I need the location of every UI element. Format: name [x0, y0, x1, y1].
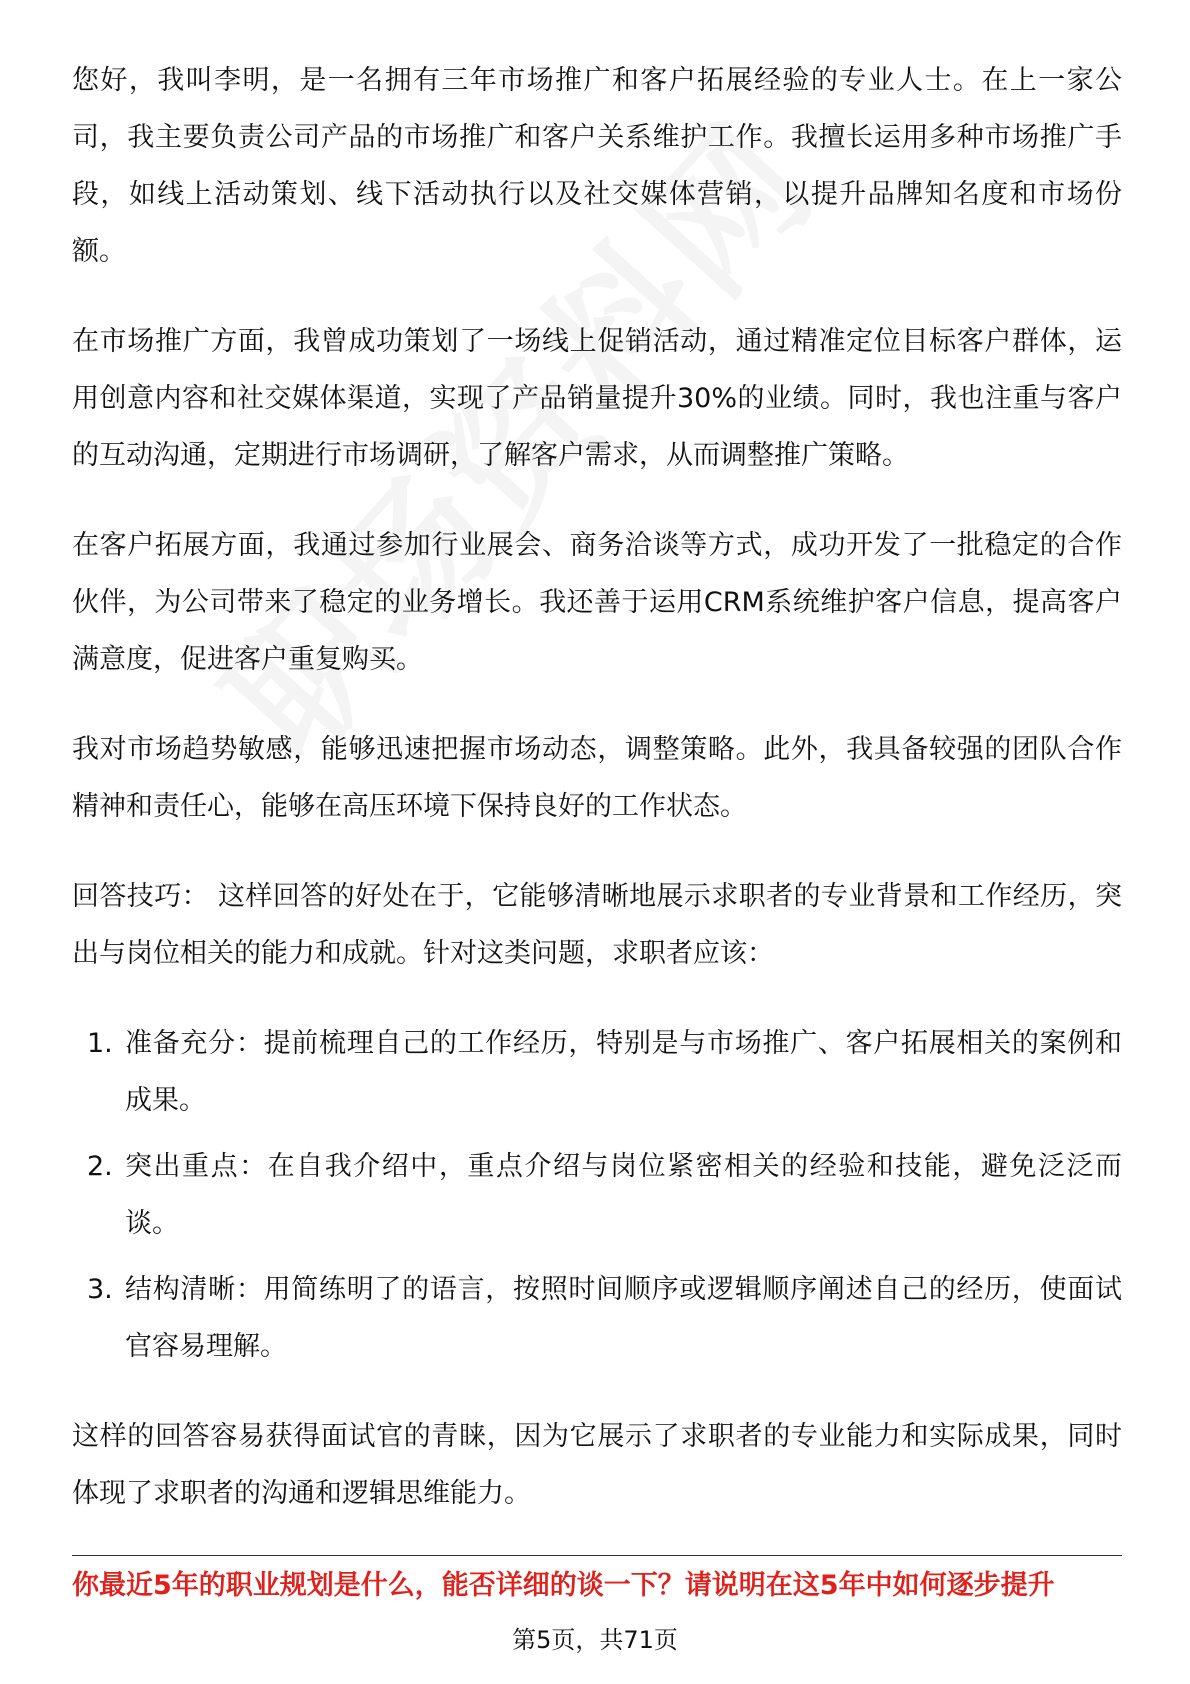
next-question-heading: 你最近5年的职业规划是什么，能否详细的谈一下？请说明在这5年中如何逐步提升 [72, 1570, 1055, 1601]
page-content [72, 52, 1122, 1555]
tips-list-item [72, 1138, 1122, 1252]
paragraph-answer-tips: 回答技巧： 这样回答的好处在于，它能够清晰地展示求职者的专业背景和工作经历，突出与岗位相关的能力和成就。针对这类问题，求职者应该： [72, 881, 1122, 969]
list-item-text: 突出重点：在自我介绍中，重点介绍与岗位紧密相关的经验和技能，避免泛泛而谈。 [125, 1151, 1122, 1239]
paragraph-conclusion: 这样的回答容易获得面试官的青睐，因为它展示了求职者的专业能力和实际成果，同时体现了求职者的沟通和逻辑思维能力。 [72, 1421, 1122, 1509]
paragraph-marketing: 在市场推广方面，我曾成功策划了一场线上促销活动，通过精准定位目标客户群体，运用创意内容和社交媒体渠道，实现了产品销量提升30%的业绩。同时，我也注重与客户的互动沟通，定期进行市场调研，了解客户需求，从而调整推广策略。 [72, 326, 1122, 471]
section-divider [72, 1555, 1122, 1556]
list-item-text: 准备充分：提前梳理自己的工作经历，特别是与市场推广、客户拓展相关的案例和成果。 [125, 1028, 1122, 1116]
tips-list-item [72, 1015, 1122, 1129]
paragraph-traits: 我对市场趋势敏感，能够迅速把握市场动态，调整策略。此外，我具备较强的团队合作精神和责任心，能够在高压环境下保持良好的工作状态。 [72, 734, 1122, 822]
tips-list [72, 1015, 1122, 1375]
list-number: 3. [87, 1274, 113, 1305]
list-number: 2. [87, 1151, 113, 1182]
page-number: 第5页，共71页 [512, 1626, 678, 1654]
paragraph-client-expansion: 在客户拓展方面，我通过参加行业展会、商务洽谈等方式，成功开发了一批稳定的合作伙伴，为公司带来了稳定的业务增长。我还善于运用CRM系统维护客户信息，提高客户满意度，促进客户重复购买。 [72, 530, 1122, 675]
list-number: 1. [87, 1028, 113, 1059]
paragraph-intro: 您好，我叫李明，是一名拥有三年市场推广和客户拓展经验的专业人士。在上一家公司，我主要负责公司产品的市场推广和客户关系维护工作。我擅长运用多种市场推广手段，如线上活动策划、线下活动执行以及社交媒体营销，以提升品牌知名度和市场份额。 [72, 65, 1122, 267]
tips-list-item [72, 1261, 1122, 1375]
list-item-text: 结构清晰：用简练明了的语言，按照时间顺序或逻辑顺序阐述自己的经历，使面试官容易理解。 [125, 1274, 1122, 1362]
